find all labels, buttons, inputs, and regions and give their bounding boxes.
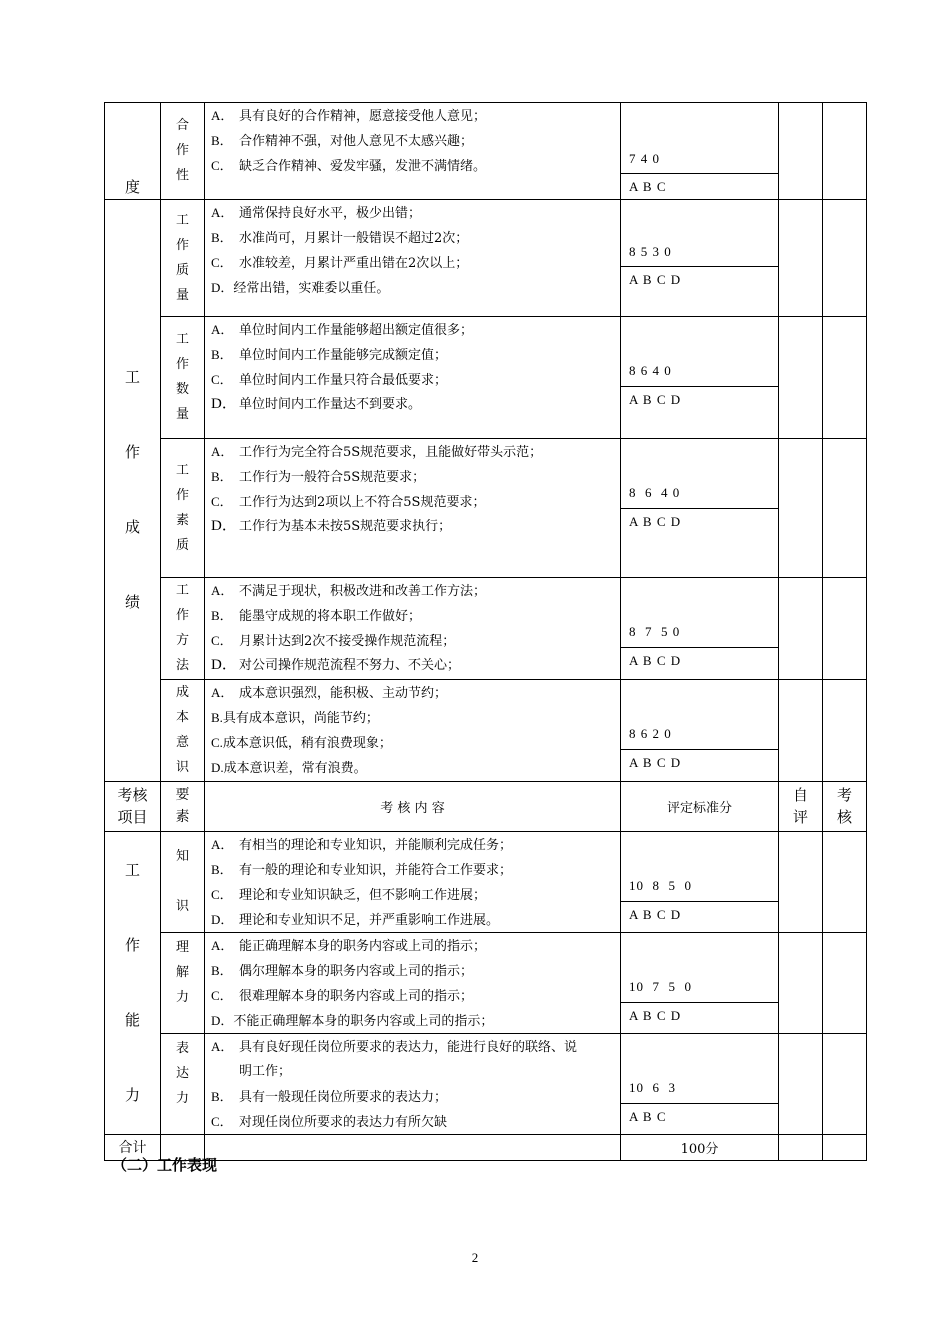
table-row-comprehension <box>105 932 867 1033</box>
table-row-attitude-quality <box>105 439 867 578</box>
self-eval-cell[interactable] <box>779 200 823 317</box>
category-work-ability: 工作能力 <box>105 831 161 1134</box>
option-row: A． 具有良好的合作精神，愿意接受他人意见； <box>211 108 487 124</box>
element-method: 工作方法 <box>161 578 205 680</box>
check-eval-cell[interactable] <box>823 103 867 200</box>
table-row-total <box>105 1134 867 1160</box>
element-work-quality: 工作素质 <box>161 439 205 578</box>
header-content: 考 核 内 容 <box>205 781 621 831</box>
header-self-eval: 自评 <box>779 781 823 831</box>
content-quality: A． 通常保持良好水平，极少出错； B． 水准尚可，月累计一般错误不超过2次； C． 水准较差，月累计严重出错在2次以上； D．经常出错，实难委以重任。 <box>205 200 621 317</box>
check-eval-cell[interactable] <box>823 200 867 317</box>
check-eval-cell[interactable] <box>823 932 867 1033</box>
check-eval-cell[interactable] <box>823 831 867 932</box>
check-eval-cell[interactable] <box>823 439 867 578</box>
score-cooperation: 7 4 0 A B C <box>621 103 779 200</box>
content-quantity: A． 单位时间内工作量能够超出额定值很多； B． 单位时间内工作量能够完成额定值； C． 单位时间内工作量只符合最低要求； D． 单位时间内工作量达不到要求。 <box>205 317 621 439</box>
self-eval-cell[interactable] <box>779 831 823 932</box>
self-eval-cell[interactable] <box>779 439 823 578</box>
table-header-row <box>105 781 867 831</box>
total-label: 合计 <box>105 1134 161 1160</box>
category-work-results: 工作成绩 <box>105 200 161 782</box>
element-cooperation: 合作性 <box>161 103 205 200</box>
option-row: B． 合作精神不强，对他人意见不太感兴趣； <box>211 133 474 149</box>
option-row: C． 缺乏合作精神、爱发牢骚，发泄不满情绪。 <box>211 158 487 174</box>
element-quantity: 工作数量 <box>161 317 205 439</box>
check-eval-cell[interactable] <box>823 317 867 439</box>
total-score: 100分 <box>621 1134 779 1160</box>
content-cooperation <box>205 103 621 200</box>
content-method: A． 不满足于现状，积极改进和改善工作方法； B． 能墨守成规的将本职工作做好； C． 月累计达到2次不接受操作规范流程； D． 对公司操作规范流程不努力、不关心； <box>205 578 621 680</box>
header-category: 考核项目 <box>105 781 161 831</box>
self-eval-cell[interactable] <box>779 680 823 782</box>
element-cost: 成本意识 <box>161 680 205 782</box>
element-expression: 表达力 <box>161 1033 205 1134</box>
self-eval-cell[interactable] <box>779 103 823 200</box>
table-row-cost <box>105 680 867 782</box>
table-row-cooperation <box>105 103 867 200</box>
table-row-expression <box>105 1033 867 1134</box>
check-eval-cell[interactable] <box>823 1134 867 1160</box>
page-number: 2 <box>471 1250 479 1265</box>
score-comprehension: 10 7 5 0 A B C D <box>621 932 779 1033</box>
check-eval-cell[interactable] <box>823 680 867 782</box>
score-cost: 8 6 2 0 A B C D <box>621 680 779 782</box>
category-attitude-tail: 度 <box>105 103 161 200</box>
self-eval-cell[interactable] <box>779 932 823 1033</box>
self-eval-cell[interactable] <box>779 1134 823 1160</box>
content-cost: A． 成本意识强烈，能积极、主动节约； B.具有成本意识，尚能节约； C.成本意识低，稍有浪费现象； D.成本意识差，常有浪费。 <box>205 680 621 782</box>
header-score: 评定标准分 <box>621 781 779 831</box>
table-row-method <box>105 578 867 680</box>
content-comprehension: A． 能正确理解本身的职务内容或上司的指示； B． 偶尔理解本身的职务内容或上司的指示； C． 很难理解本身的职务内容或上司的指示； D．不能正确理解本身的职务内容或上司的指示； <box>205 932 621 1033</box>
content-work-quality: A． 工作行为完全符合5S规范要求，且能做好带头示范； B． 工作行为一般符合5S规范要求； C． 工作行为达到2项以上不符合5S规范要求； D． 工作行为基本未按5S规范要求执行； <box>205 439 621 578</box>
check-eval-cell[interactable] <box>823 578 867 680</box>
evaluation-table <box>104 102 867 1161</box>
self-eval-cell[interactable] <box>779 317 823 439</box>
check-eval-cell[interactable] <box>823 1033 867 1134</box>
score-knowledge: 10 8 5 0 A B C D <box>621 831 779 932</box>
table-row-quality <box>105 200 867 317</box>
score-quantity: 8 6 4 0 A B C D <box>621 317 779 439</box>
score-quality: 8 5 3 0 A B C D <box>621 200 779 317</box>
score-method: 8 7 5 0 A B C D <box>621 578 779 680</box>
content-expression: A． 具有良好现任岗位所要求的表达力，能进行良好的联络、说 明工作； B． 具有一般现任岗位所要求的表达力； C． 对现任岗位所要求的表达力有所欠缺 <box>205 1033 621 1134</box>
score-expression: 10 6 3 A B C <box>621 1033 779 1134</box>
table-row-knowledge <box>105 831 867 932</box>
score-work-quality: 8 6 4 0 A B C D <box>621 439 779 578</box>
section-heading: （二）工作表现 <box>112 1156 218 1174</box>
header-check: 考核 <box>823 781 867 831</box>
element-quality: 工作质量 <box>161 200 205 317</box>
table-row-quantity <box>105 317 867 439</box>
self-eval-cell[interactable] <box>779 1033 823 1134</box>
self-eval-cell[interactable] <box>779 578 823 680</box>
element-knowledge: 知识 <box>161 831 205 932</box>
header-element: 要素 <box>161 781 205 831</box>
content-knowledge: A． 有相当的理论和专业知识，并能顺利完成任务； B． 有一般的理论和专业知识，并能符合工作要求； C． 理论和专业知识缺乏，但不影响工作进展； D． 理论和专业知识不足，并严重影响工作进展。 <box>205 831 621 932</box>
element-comprehension: 理解力 <box>161 932 205 1033</box>
